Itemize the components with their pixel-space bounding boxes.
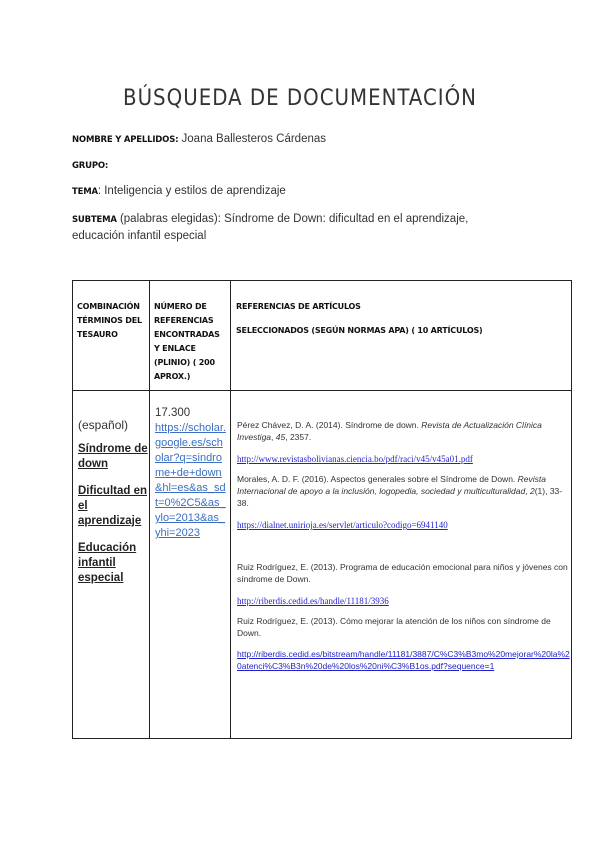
group-field (72, 157, 512, 174)
ref-1 (237, 419, 571, 443)
name-label: NOMBRE Y APELLIDOS: (72, 135, 179, 145)
terms-language: (español) (78, 418, 129, 432)
ref-4: Ruiz Rodríguez, E. (2013). Cómo mejorar la atención de los niños con síndrome de Down. (237, 616, 551, 638)
ref-2-sep: , (525, 486, 530, 496)
subtopic-value: (palabras elegidas): Síndrome de Down: dificultad en el aprendizaje, educación infantil especial (72, 213, 469, 242)
page-title: BÚSQUEDA DE DOCUMENTACIÓN (122, 86, 477, 111)
table-row (73, 391, 572, 739)
subtopic-field (72, 211, 512, 244)
refs-cell (231, 391, 572, 739)
ref-1-link[interactable]: http://www.revistasbolivianas.ciencia.bo/pdf/raci/v45/v45a01.pdf (237, 454, 473, 464)
scholar-link[interactable]: https://scholar.google.es/scholar?q=sindrome+de+down&hl=es&as_sdt=0%2C5&as_ylo=2013&as_yhi=2023 (155, 422, 226, 539)
ref-1-sep: , (271, 432, 276, 442)
name-field (72, 131, 512, 148)
ref-1-volume: 45 (275, 432, 286, 442)
ref-2-volume: 2 (529, 486, 535, 496)
header-refs-line2: SELECCIONADOS (SEGÚN NORMAS APA) ( 10 ARTÍCULOS) (236, 326, 483, 335)
ref-2-pages: (1), 33-38. (237, 486, 563, 508)
topic-field (72, 183, 512, 200)
ref-1-pages: , 2357. (285, 432, 312, 442)
ref-2-link[interactable]: https://dialnet.unirioja.es/servlet/articulo?codigo=6941140 (237, 520, 448, 530)
group-label: GRUPO: (72, 161, 109, 171)
topic-label: TEMA (72, 187, 98, 197)
table-header-row (73, 281, 572, 391)
ref-1-journal: Revista de Actualización Clínica Investiga (237, 420, 542, 442)
terms-cell (73, 391, 150, 739)
ref-3: Ruiz Rodríguez, E. (2013). Programa de educación emocional para niños y jóvenes con síndrome de Down. (237, 562, 568, 584)
topic-value: : Inteligencia y estilos de aprendizaje (97, 185, 286, 197)
term-educacion-infantil: Educación infantil especial (78, 542, 137, 584)
header-count: NÚMERO DE REFERENCIAS ENCONTRADAS Y ENLACE (PLINIO) ( 200 APROX.) (154, 302, 220, 381)
header-terms: COMBINACIÓN TÉRMINOS DEL TESAURO (77, 302, 142, 339)
references-table (72, 280, 572, 739)
reference-count: 17.300 (155, 407, 191, 419)
count-cell (150, 391, 231, 739)
ref-2-journal: Revista Internacional de apoyo a la inclusión, logopedia, sociedad y multiculturalidad (237, 474, 546, 496)
ref-2 (237, 473, 571, 509)
subtopic-label: SUBTEMA (72, 215, 117, 225)
header-refs-cell (231, 281, 572, 391)
name-value: Joana Ballesteros Cárdenas (181, 133, 327, 145)
ref-3-link[interactable]: http://riberdis.cedid.es/handle/11181/3936 (237, 596, 389, 606)
ref-2-authors: Morales, A. D. F. (2016). Aspectos generales sobre el Síndrome de Down. (237, 474, 518, 484)
header-refs-line1: REFERENCIAS DE ARTÍCULOS (236, 302, 361, 311)
term-sindrome-down: Síndrome de down (78, 443, 148, 470)
header-count-cell (150, 281, 231, 391)
ref-1-authors: Pérez Chávez, D. A. (2014). Síndrome de down. (237, 420, 422, 430)
ref-4-link[interactable]: http://riberdis.cedid.es/bitstream/handle/11181/3887/C%C3%B3mo%20mejorar%20la%20atenci%C3%B3n%20de%20los%20ni%C3%B1os.pdf?sequence=1 (237, 649, 570, 671)
term-dificultad-aprendizaje: Dificultad en el aprendizaje (78, 485, 148, 527)
header-terms-cell (73, 281, 150, 391)
